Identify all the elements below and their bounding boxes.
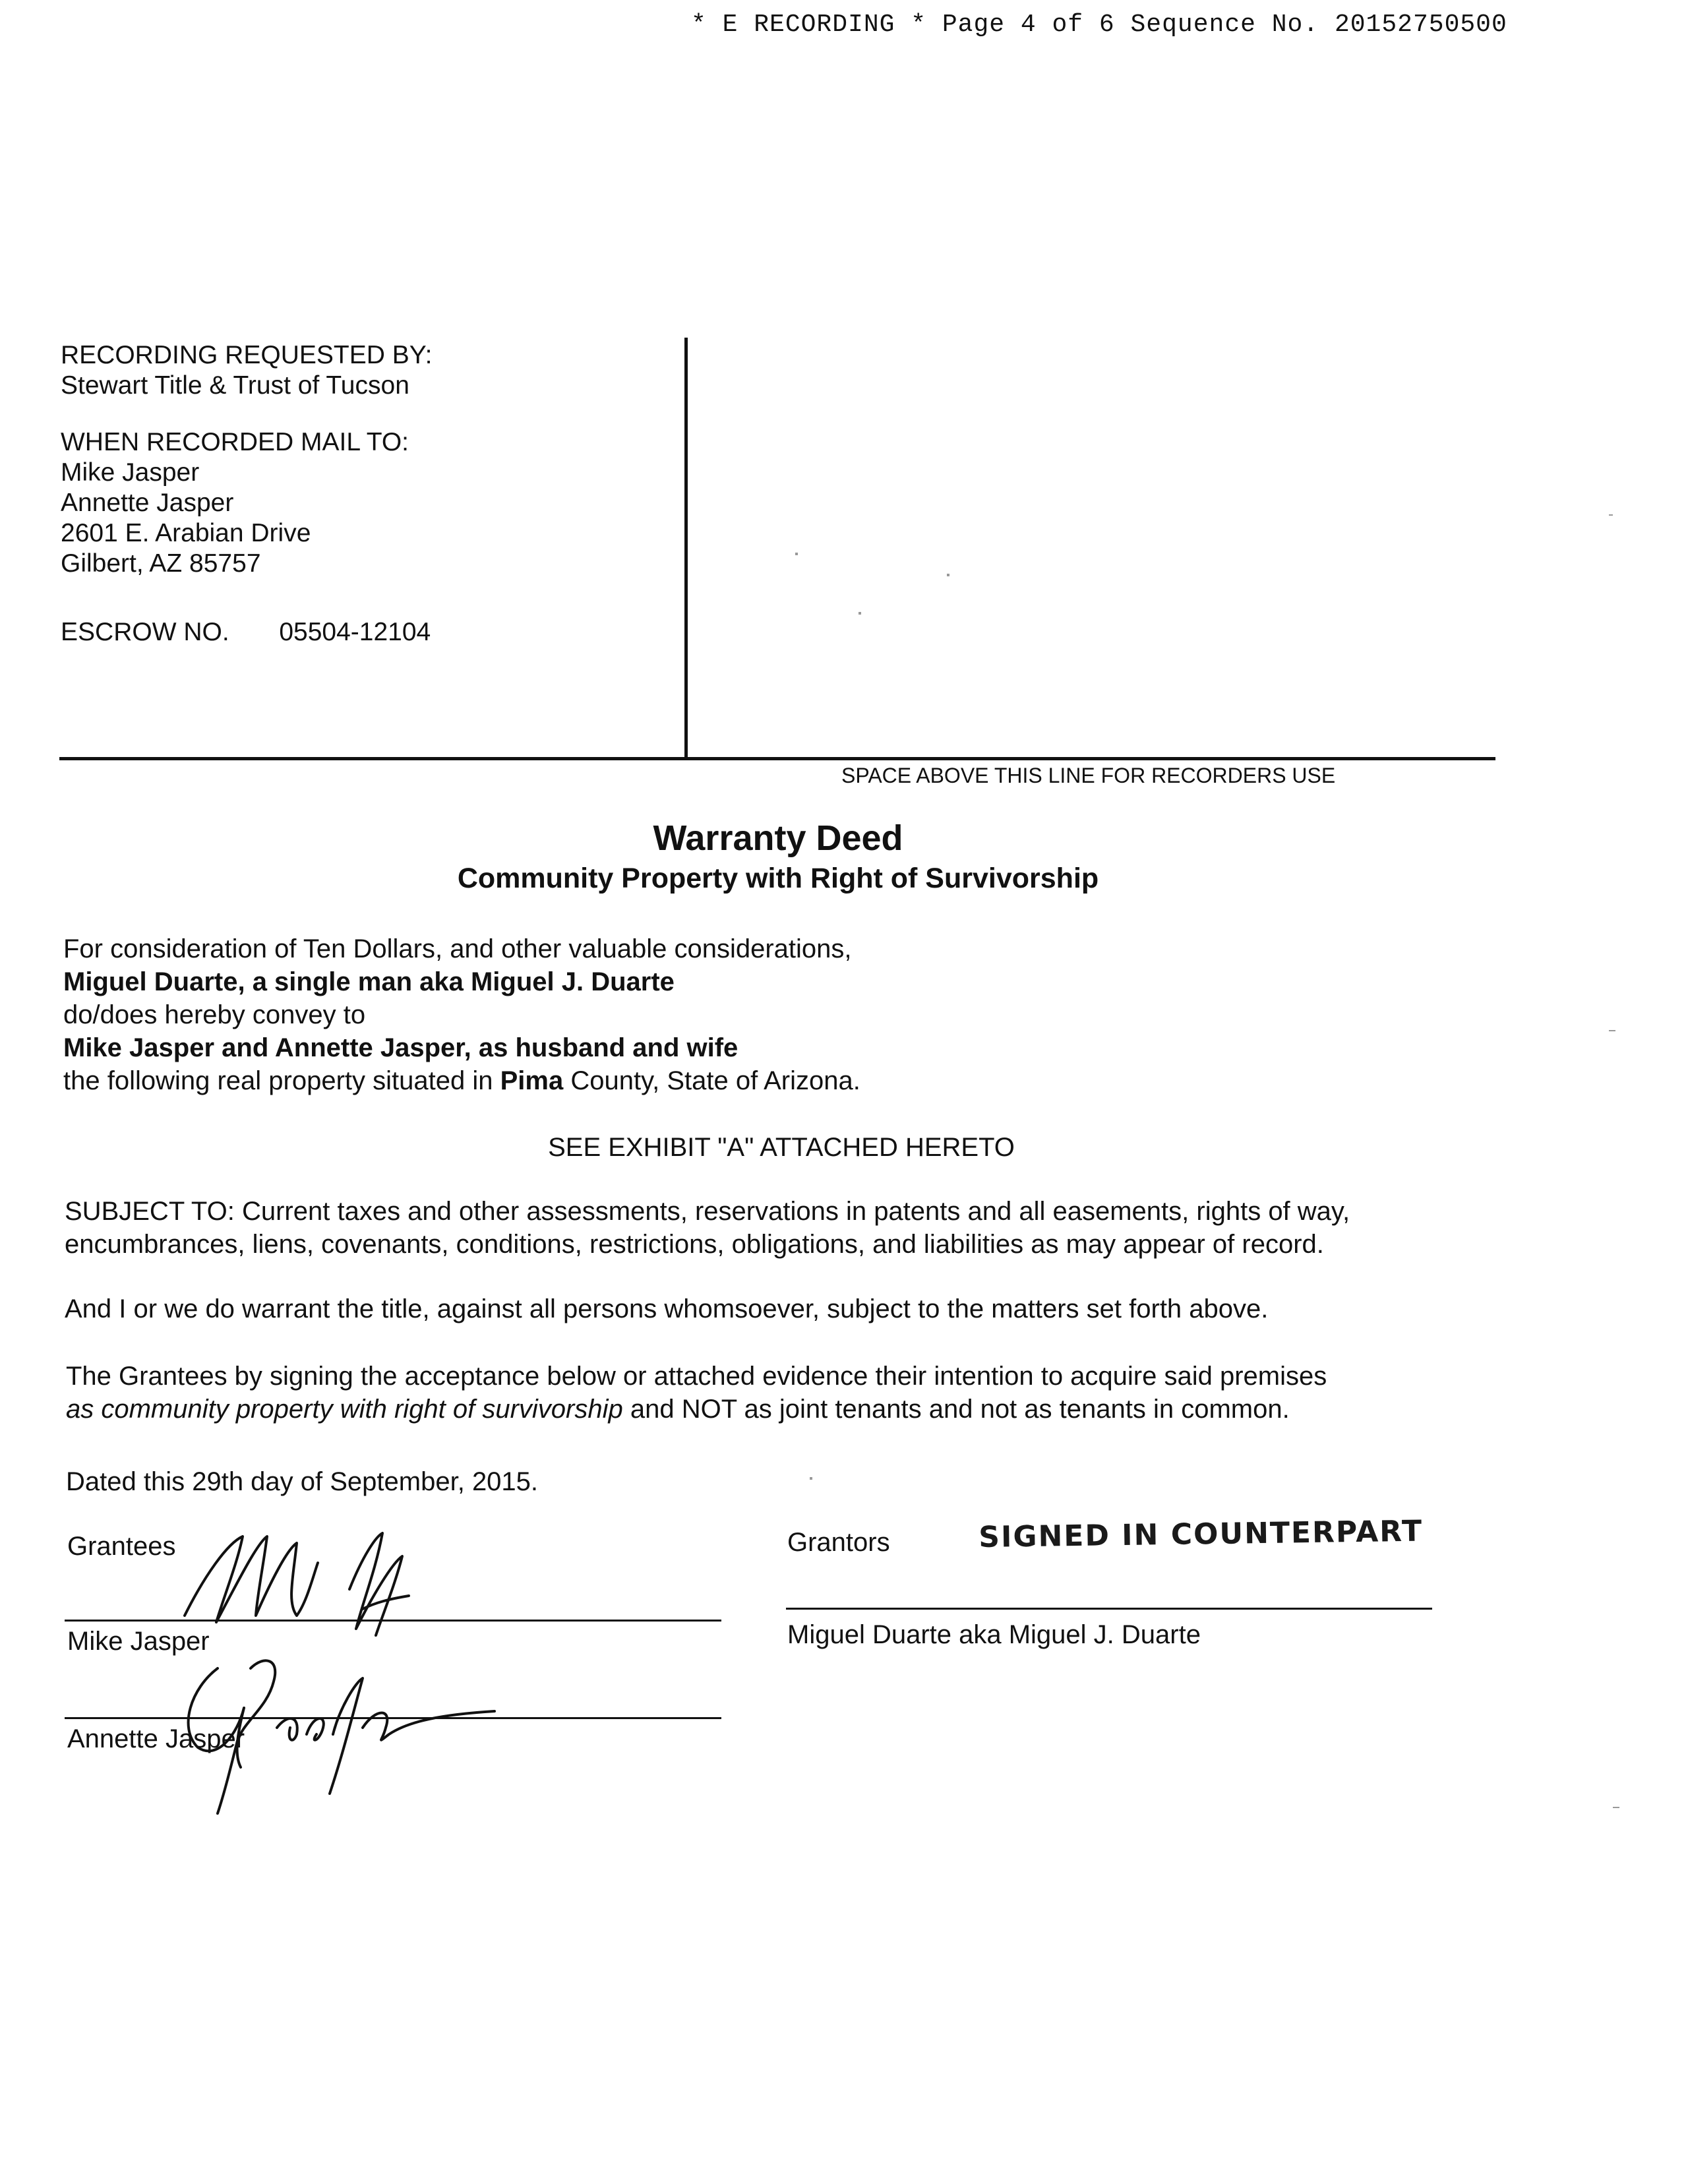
deed-title: Warranty Deed (653, 818, 903, 858)
subject-to-line: encumbrances, liens, covenants, conditions, restrictions, obligations, and liabilities as may appear of record. (65, 1230, 1324, 1259)
conveyance-paragraph (63, 932, 860, 1097)
recorder-divider-horizontal (59, 757, 1495, 760)
scan-speck (859, 612, 861, 615)
property-post: County, State of Arizona. (563, 1066, 860, 1095)
intent-line (66, 1393, 1327, 1426)
consideration-line: For consideration of Ten Dollars, and other valuable considerations, (63, 934, 852, 963)
warrant-paragraph: And I or we do warrant the title, against all persons whomsoever, subject to the matters set forth above. (65, 1294, 1269, 1323)
annette-signature-stroke (330, 1678, 363, 1794)
grantee1-name: Mike Jasper (67, 1627, 210, 1656)
escrow-number: 05504-12104 (279, 618, 431, 646)
grantee-handwritten-signatures (165, 1517, 521, 1827)
grantee2-name: Annette Jasper (67, 1724, 245, 1753)
grantees-line: Mike Jasper and Annette Jasper, as husband and wife (63, 1033, 738, 1062)
grantor-name: Miguel Duarte aka Miguel J. Duarte (787, 1620, 1201, 1649)
scan-speck (795, 553, 798, 555)
grantees-intent-paragraph (66, 1360, 1327, 1426)
county-name: Pima (500, 1066, 564, 1095)
grantees-label: Grantees (67, 1532, 176, 1561)
escrow-label: ESCROW NO. (61, 618, 229, 646)
scan-speck (1613, 1807, 1619, 1808)
grantors-label: Grantors (787, 1528, 890, 1557)
mail-to-line: Mike Jasper (61, 458, 200, 487)
convey-line: do/does hereby convey to (63, 1000, 366, 1029)
mail-to-line: 2601 E. Arabian Drive (61, 519, 311, 547)
subject-to-paragraph (65, 1195, 1350, 1261)
intent-rest: and NOT as joint tenants and not as tenants in common. (622, 1395, 1290, 1424)
property-line (63, 1064, 860, 1097)
requested-by-value: Stewart Title & Trust of Tucson (61, 371, 409, 400)
recorder-divider-vertical (684, 338, 688, 758)
property-pre: the following real property situated in (63, 1066, 500, 1095)
grantor-line: Miguel Duarte, a single man aka Miguel J. Duarte (63, 967, 675, 996)
annette-signature-stroke (363, 1711, 495, 1740)
mail-to-line: Gilbert, AZ 85757 (61, 549, 261, 578)
annette-signature-stroke (277, 1718, 297, 1740)
scan-speck (1609, 1030, 1615, 1031)
mike-signature-stroke (185, 1536, 318, 1622)
scan-speck (1609, 514, 1613, 516)
subject-to-line: SUBJECT TO: Current taxes and other assessments, reservations in patents and all easements, rights of way, (65, 1197, 1350, 1226)
escrow-row (61, 617, 431, 648)
recording-block (61, 340, 432, 579)
annette-signature-stroke (218, 1660, 275, 1813)
signed-in-counterpart-stamp: SIGNED IN COUNTERPART (979, 1514, 1424, 1554)
intent-line: The Grantees by signing the acceptance below or attached evidence their intention to acquire said premises (66, 1362, 1327, 1391)
scan-speck (810, 1477, 812, 1480)
recording-stamp-header: * E RECORDING * Page 4 of 6 Sequence No. 20152750500 (691, 11, 1507, 39)
mail-to-line: Annette Jasper (61, 489, 234, 517)
grantor-signature-line (786, 1608, 1432, 1610)
scan-speck (947, 574, 950, 576)
intent-italic: as community property with right of survivorship (66, 1395, 623, 1424)
mail-to-label: WHEN RECORDED MAIL TO: (61, 428, 409, 456)
annette-signature-stroke (307, 1718, 324, 1740)
deed-subtitle: Community Property with Right of Survivorship (457, 863, 1099, 894)
mike-signature-stroke (349, 1533, 402, 1635)
dated-line: Dated this 29th day of September, 2015. (66, 1467, 539, 1496)
recorder-use-note: SPACE ABOVE THIS LINE FOR RECORDERS USE (841, 764, 1336, 787)
requested-by-label: RECORDING REQUESTED BY: (61, 341, 433, 369)
exhibit-line: SEE EXHIBIT "A" ATTACHED HERETO (548, 1133, 1015, 1162)
